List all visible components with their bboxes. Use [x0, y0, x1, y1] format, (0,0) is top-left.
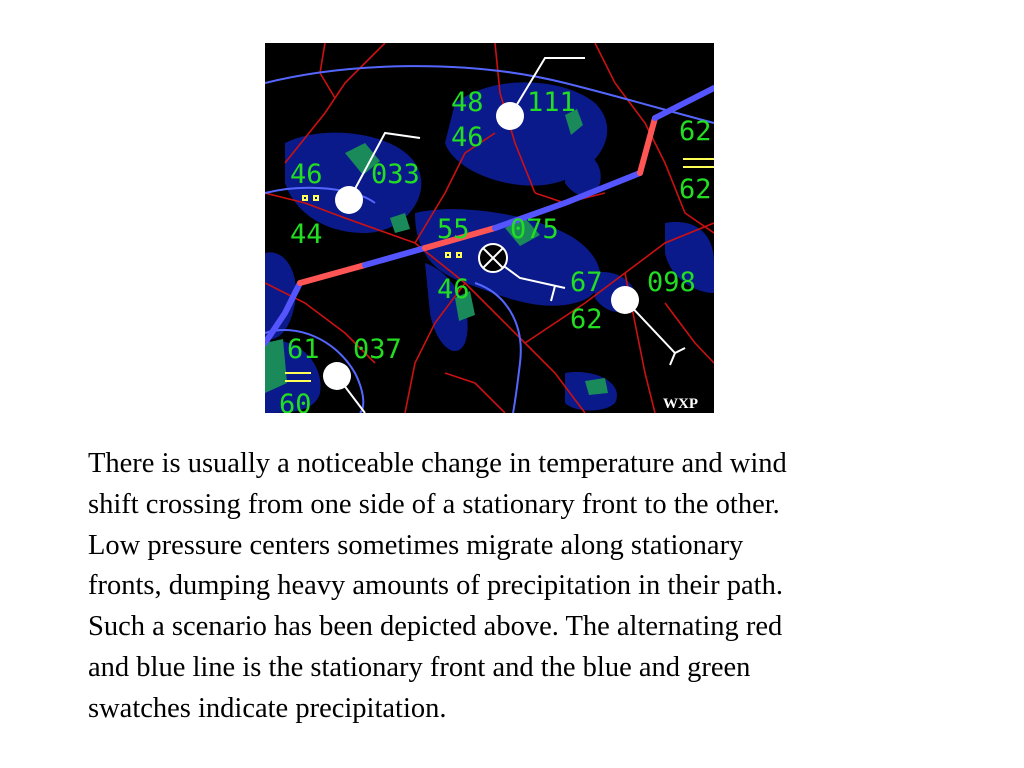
station-5-dewpoint: 60	[279, 389, 312, 413]
caption-line: and blue line is the stationary front and the blue and green	[88, 651, 751, 683]
caption-line: Low pressure centers sometimes migrate along stationary	[88, 529, 744, 561]
station-5-pressure: 037	[353, 334, 402, 365]
station-1-dewpoint: 46	[451, 122, 484, 153]
station-4-pressure: 098	[647, 267, 696, 298]
station-5-temperature: 61	[287, 334, 320, 365]
weather-map-graphic	[265, 43, 714, 413]
caption-line: fronts, dumping heavy amounts of precipitation in their path.	[88, 570, 783, 602]
station-1-temperature: 48	[451, 87, 484, 118]
station-3-dewpoint: 46	[437, 274, 470, 305]
caption-paragraph	[88, 444, 948, 730]
station-2-temperature: 46	[290, 159, 323, 190]
map-watermark: WXP	[663, 396, 698, 412]
low-pressure-marker	[479, 244, 507, 272]
caption-line: shift crossing from one side of a stationary front to the other.	[88, 488, 780, 520]
station-6-temperature: 62	[679, 116, 712, 147]
station-2-pressure: 033	[371, 159, 420, 190]
caption-line: There is usually a noticeable change in temperature and wind	[88, 448, 787, 479]
station-4-dewpoint: 62	[570, 304, 603, 335]
caption-line: Such a scenario has been depicted above. The alternating red	[88, 611, 783, 643]
station-1-pressure: 111	[527, 87, 576, 118]
station-6-dewpoint: 62	[679, 174, 712, 205]
station-3-pressure: 075	[510, 214, 559, 245]
station-3-temperature: 55	[437, 214, 470, 245]
station-2-dewpoint: 44	[290, 219, 323, 250]
station-4-temperature: 67	[570, 267, 603, 298]
weather-map	[265, 43, 714, 413]
caption-line: swatches indicate precipitation.	[88, 692, 447, 724]
